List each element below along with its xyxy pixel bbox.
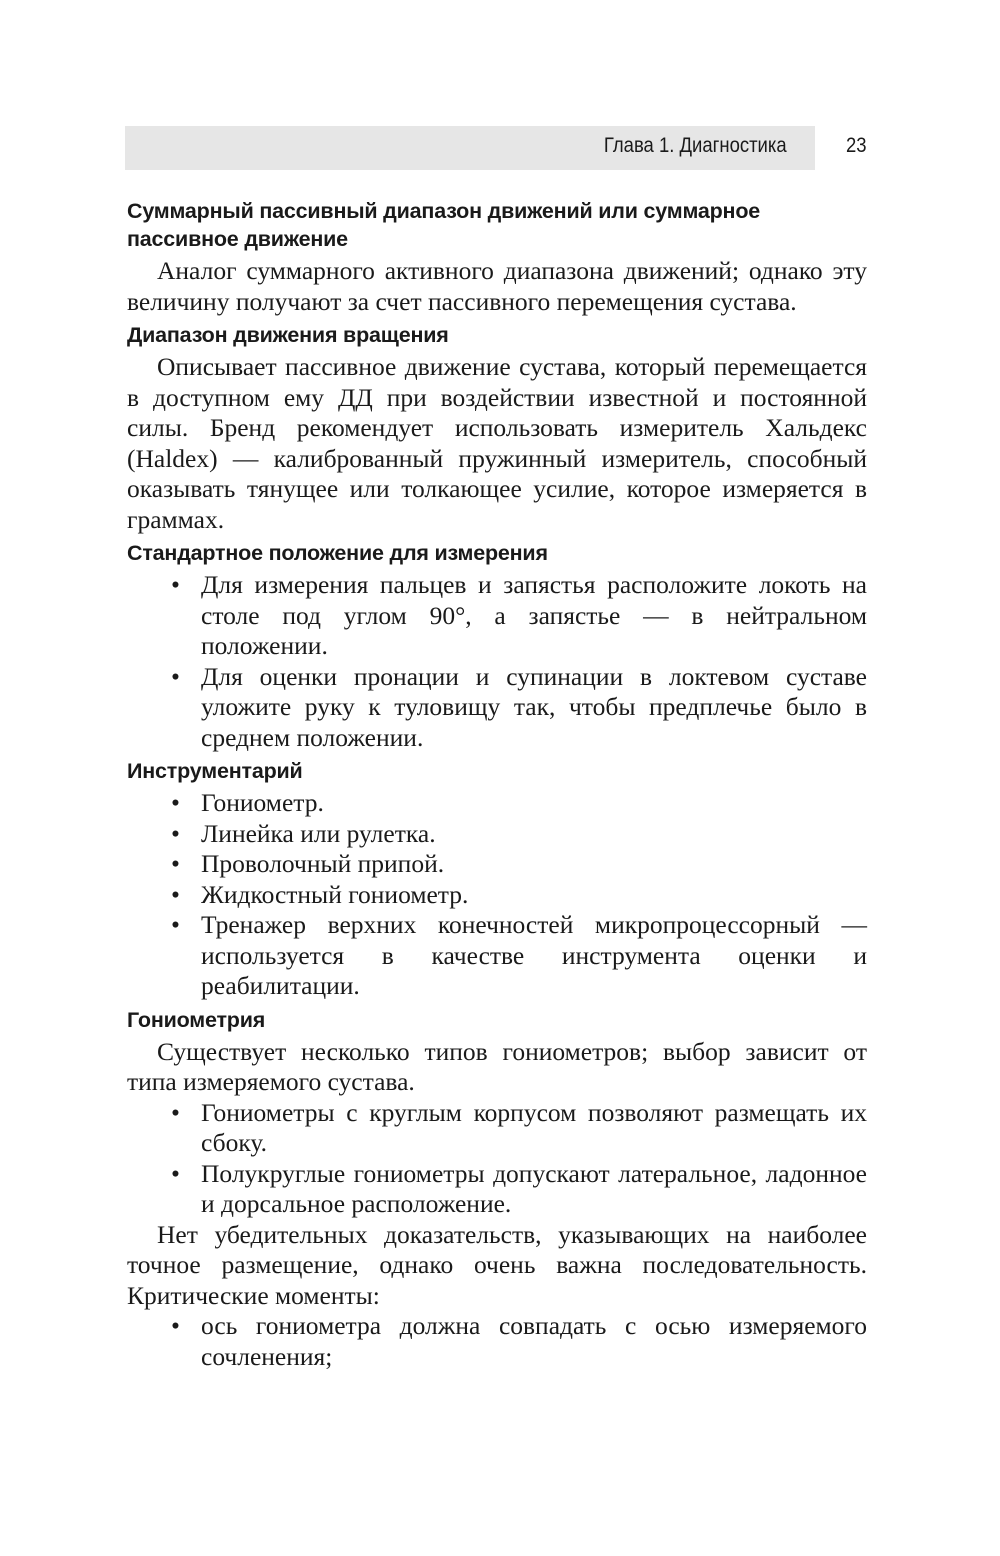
section-heading: Суммарный пассивный диапазон движений или суммарное пассивное движение (127, 199, 761, 251)
list-item-text: Жидкостный гониометр. (201, 879, 469, 909)
section-heading: Гониометрия (127, 1007, 266, 1032)
bullet-list (127, 1311, 867, 1372)
running-head (125, 126, 815, 170)
bullet-glyph: • (171, 661, 180, 691)
section-heading: Стандартное положение для измерения (127, 541, 548, 565)
list-item (127, 880, 867, 911)
list-item (127, 788, 867, 819)
list-item-text: Для оценки пронации и супинации в локтевом суставе уложите руку к туловищу так, чтобы предплечье было в среднем положении. (201, 661, 867, 752)
page-number: 23 (846, 134, 867, 157)
list-item (127, 819, 867, 850)
section-heading: Диапазон движения вращения (127, 323, 449, 347)
list-item-text: Полукруглые гониометры допускают латеральное, ладонное и дорсальное расположение. (201, 1158, 867, 1218)
list-item (127, 1311, 867, 1372)
bullet-glyph: • (171, 879, 180, 909)
chapter-title: Глава 1. Диагностика (604, 134, 787, 157)
list-item-text: Гониометры с круглым корпусом позволяют размещать их сбоку. (201, 1097, 867, 1157)
list-item (127, 910, 867, 1002)
bullet-glyph: • (171, 1311, 180, 1340)
bullet-glyph: • (171, 1097, 180, 1127)
list-item (127, 570, 867, 662)
list-item-text: Линейка или рулетка. (201, 818, 436, 848)
bullet-glyph: • (171, 788, 180, 817)
bullet-list (127, 788, 867, 1002)
bullet-list (127, 1098, 867, 1220)
section-heading: Инструментарий (127, 759, 303, 783)
bullet-list (127, 570, 867, 753)
list-item (127, 1098, 867, 1159)
bullet-glyph: • (171, 570, 180, 599)
list-item (127, 1159, 867, 1220)
list-item-text: Проволочный припой. (201, 849, 445, 878)
list-item-text: ось гониометра должна совпадать с осью измеряемого сочленения; (201, 1311, 867, 1371)
bullet-glyph: • (171, 1158, 180, 1188)
page-body (127, 197, 867, 1372)
paragraph: Нет убедительных доказательств, указывающих на наиболее точное размещение, однако очень важна последовательность. Критические моменты: (127, 1219, 867, 1310)
paragraph: Аналог суммарного активного диапазона движений; однако эту величину получают за счет пассивного перемещения сустава. (127, 256, 867, 316)
list-item (127, 849, 867, 880)
bullet-glyph: • (171, 818, 180, 848)
paragraph: Описывает пассивное движение сустава, который перемещается в доступном ему ДД при воздействии известной и постоянной силы. Бренд рекомендует использовать измеритель Хальдекс (Haldex) — калиброванный пружинный измеритель, способный оказывать тянущее или толкающее усилие, которое измеряется в граммах. (127, 352, 867, 534)
bullet-glyph: • (171, 910, 180, 939)
list-item-text: Тренажер верхних конечностей микропроцессорный — используется в качестве инструмента оценки и реабилитации. (201, 910, 867, 1000)
list-item-text: Гониометр. (201, 788, 324, 817)
bullet-glyph: • (171, 849, 180, 878)
list-item-text: Для измерения пальцев и запястья расположите локоть на столе под углом 90°, а запястье — в нейтральном положении. (201, 570, 867, 660)
list-item (127, 662, 867, 754)
paragraph: Существует несколько типов гониометров; выбор зависит от типа измеряемого сустава. (127, 1036, 867, 1096)
